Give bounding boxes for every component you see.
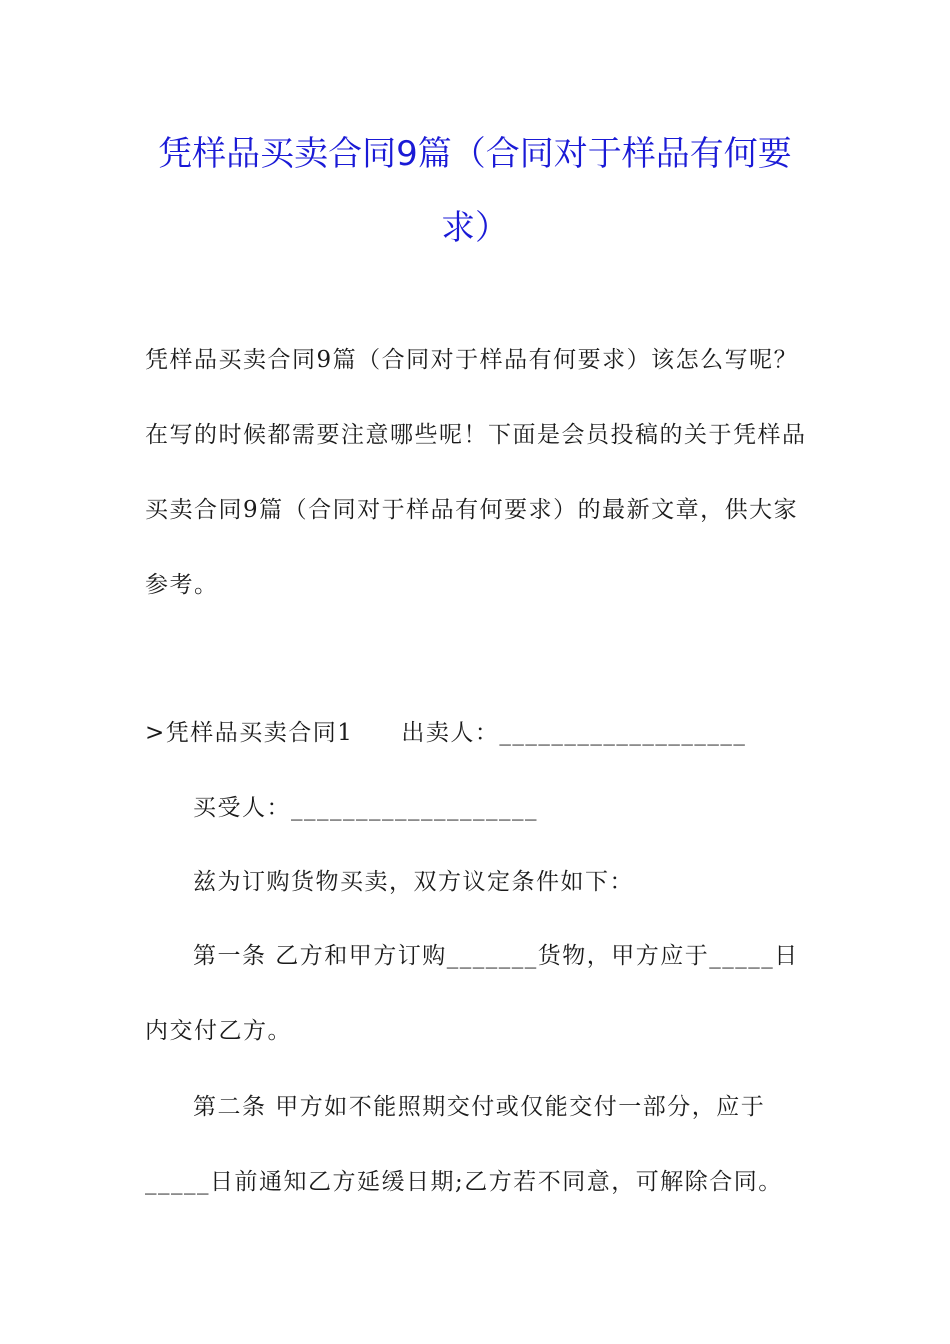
contract-heading: >凭样品买卖合同1 [145, 720, 354, 746]
intro-paragraph: 凭样品买卖合同9篇（合同对于样品有何要求）该怎么写呢？在写的时候都需要注意哪些呢！下面是会员投稿的关于凭样品买卖合同9篇（合同对于样品有何要求）的最新文章，供大家参考。 [145, 347, 807, 598]
buyer-label: 买受人： [193, 795, 291, 821]
article-2: 第二条 甲方如不能照期交付或仅能交付一部分，应于_____日前通知乙方延缓日期;乙方若不同意，可解除合同。 [145, 1094, 783, 1195]
seller-blank: ___________________ [499, 720, 747, 746]
buyer-blank: ___________________ [291, 795, 538, 821]
contract-heading-line [145, 713, 746, 753]
buyer-line [193, 788, 538, 828]
article-1: 第一条 乙方和甲方订购_______货物，甲方应于_____日内交付乙方。 [145, 943, 799, 1044]
preamble: 兹为订购货物买卖，双方议定条件如下： [193, 869, 634, 895]
document-title: 凭样品买卖合同9篇（合同对于样品有何要求） [158, 134, 792, 248]
seller-label: 出卖人： [401, 720, 500, 746]
